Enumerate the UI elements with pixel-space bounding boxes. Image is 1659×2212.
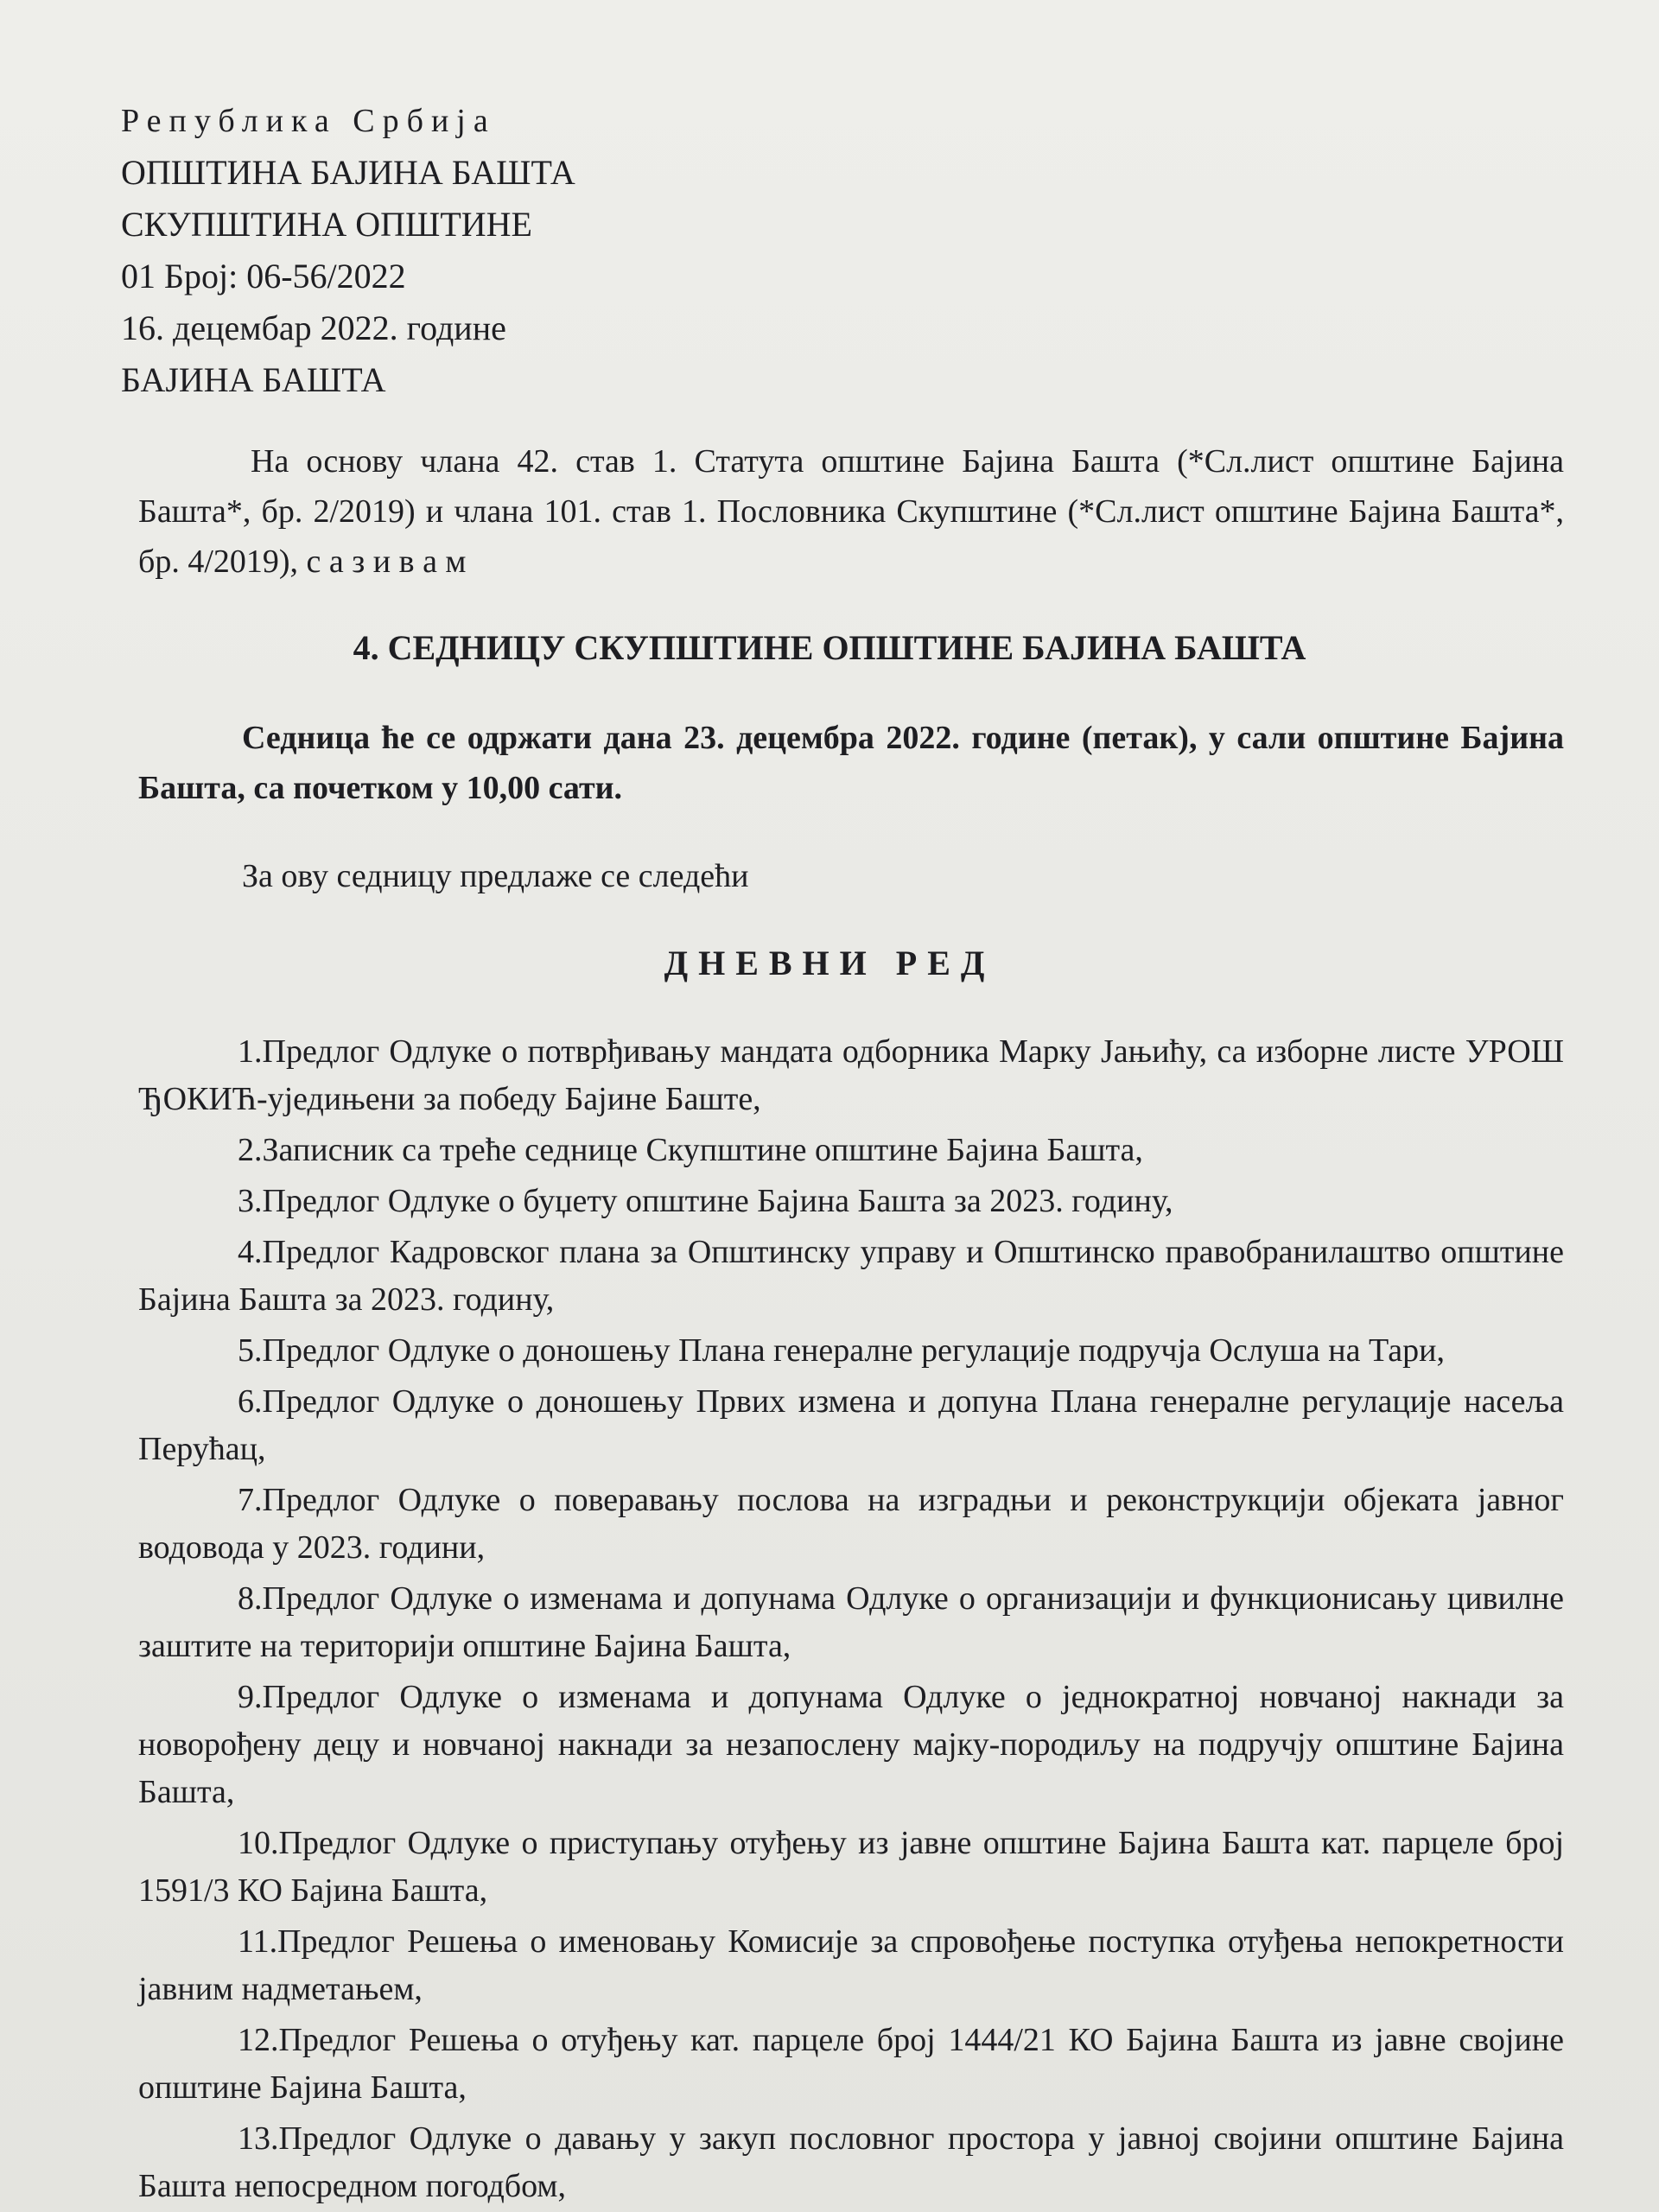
- proposal-line: За ову седницу предлаже се следећи: [242, 858, 749, 894]
- agenda-item: 9.Предлог Одлуке о изменама и допунама Одлуке о једнократној новчаној накнади за новорођену децу и новчаној накнади за незапослену мајку-породиљу на подручју општине Бајина Башта,: [138, 1679, 1564, 1810]
- header-assembly: СКУПШТИНА ОПШТИНЕ: [121, 205, 532, 244]
- session-title: 4. СЕДНИЦУ СКУПШТИНЕ ОПШТИНЕ БАЈИНА БАШТА: [353, 628, 1306, 667]
- session-info: Седница ће се одржати дана 23. децембра 2022. године (петак), у сали општине Бајина Башта, са почетком у 10,00 сати.: [138, 720, 1564, 806]
- header-number: 01 Број: 06-56/2022: [121, 257, 406, 296]
- agenda-list: [138, 1028, 1564, 2212]
- document-header: [121, 95, 726, 406]
- header-municipality: ОПШТИНА БАЈИНА БАШТА: [121, 153, 575, 192]
- agenda-item: 12.Предлог Решења о отуђењу кат. парцеле број 1444/21 КО Бајина Башта из јавне својине општине Бајина Башта,: [138, 2022, 1564, 2106]
- agenda-title: ДНЕВНИ РЕД: [664, 944, 995, 982]
- agenda-item: 7.Предлог Одлуке о поверавању послова на изградњи и реконструкцији објеката јавног водовода у 2023. години,: [138, 1482, 1564, 1566]
- agenda-item: 4.Предлог Кадровског плана за Општинску управу и Општинско правобранилаштво општине Бајина Башта за 2023. годину,: [138, 1234, 1564, 1318]
- agenda-item: 3.Предлог Одлуке о буџету општине Бајина Башта за 2023. годину,: [238, 1183, 1173, 1219]
- agenda-item: 6.Предлог Одлуке о доношењу Првих измена и допуна Плана генералне регулације насеља Перућац,: [138, 1383, 1564, 1467]
- header-date: 16. децембар 2022. године: [121, 308, 506, 347]
- header-country: Република Србија: [121, 103, 496, 139]
- agenda-item: 5.Предлог Одлуке о доношењу Плана генералне регулације подручја Ослуша на Тари,: [238, 1332, 1445, 1369]
- agenda-item: 13.Предлог Одлуке о давању у закуп пословног простора у јавној својини општине Бајина Башта непосредном погодбом,: [138, 2120, 1564, 2204]
- agenda-item: 8.Предлог Одлуке о изменама и допунама Одлуке о организацији и функционисању цивилне заштите на територији општине Бајина Башта,: [138, 1580, 1564, 1664]
- agenda-item: 2.Записник са треће седнице Скупштине општине Бајина Башта,: [238, 1132, 1143, 1168]
- header-city: БАЈИНА БАШТА: [121, 360, 386, 399]
- agenda-item: 1.Предлог Одлуке о потврђивању мандата одборника Марку Јањићу, са изборне листе УРОШ ЂОКИЋ-уједињени за победу Бајине Баште,: [138, 1033, 1564, 1117]
- intro-paragraph: На основу члана 42. став 1. Статута општине Бајина Башта (*Сл.лист општине Бајина Башта*, бр. 2/2019) и члана 101. став 1. Пословника Скупштине (*Сл.лист општине Бајина Башта*, бр. 4/2019), с а з и в а м: [138, 443, 1564, 580]
- agenda-item: 10.Предлог Одлуке о приступању отуђењу из јавне општине Бајина Башта кат. парцеле број 1591/3 КО Бајина Башта,: [138, 1825, 1564, 1909]
- agenda-item: 11.Предлог Решења о именовању Комисије за спровођење поступка отуђења непокретности јавним надметањем,: [138, 1923, 1564, 2007]
